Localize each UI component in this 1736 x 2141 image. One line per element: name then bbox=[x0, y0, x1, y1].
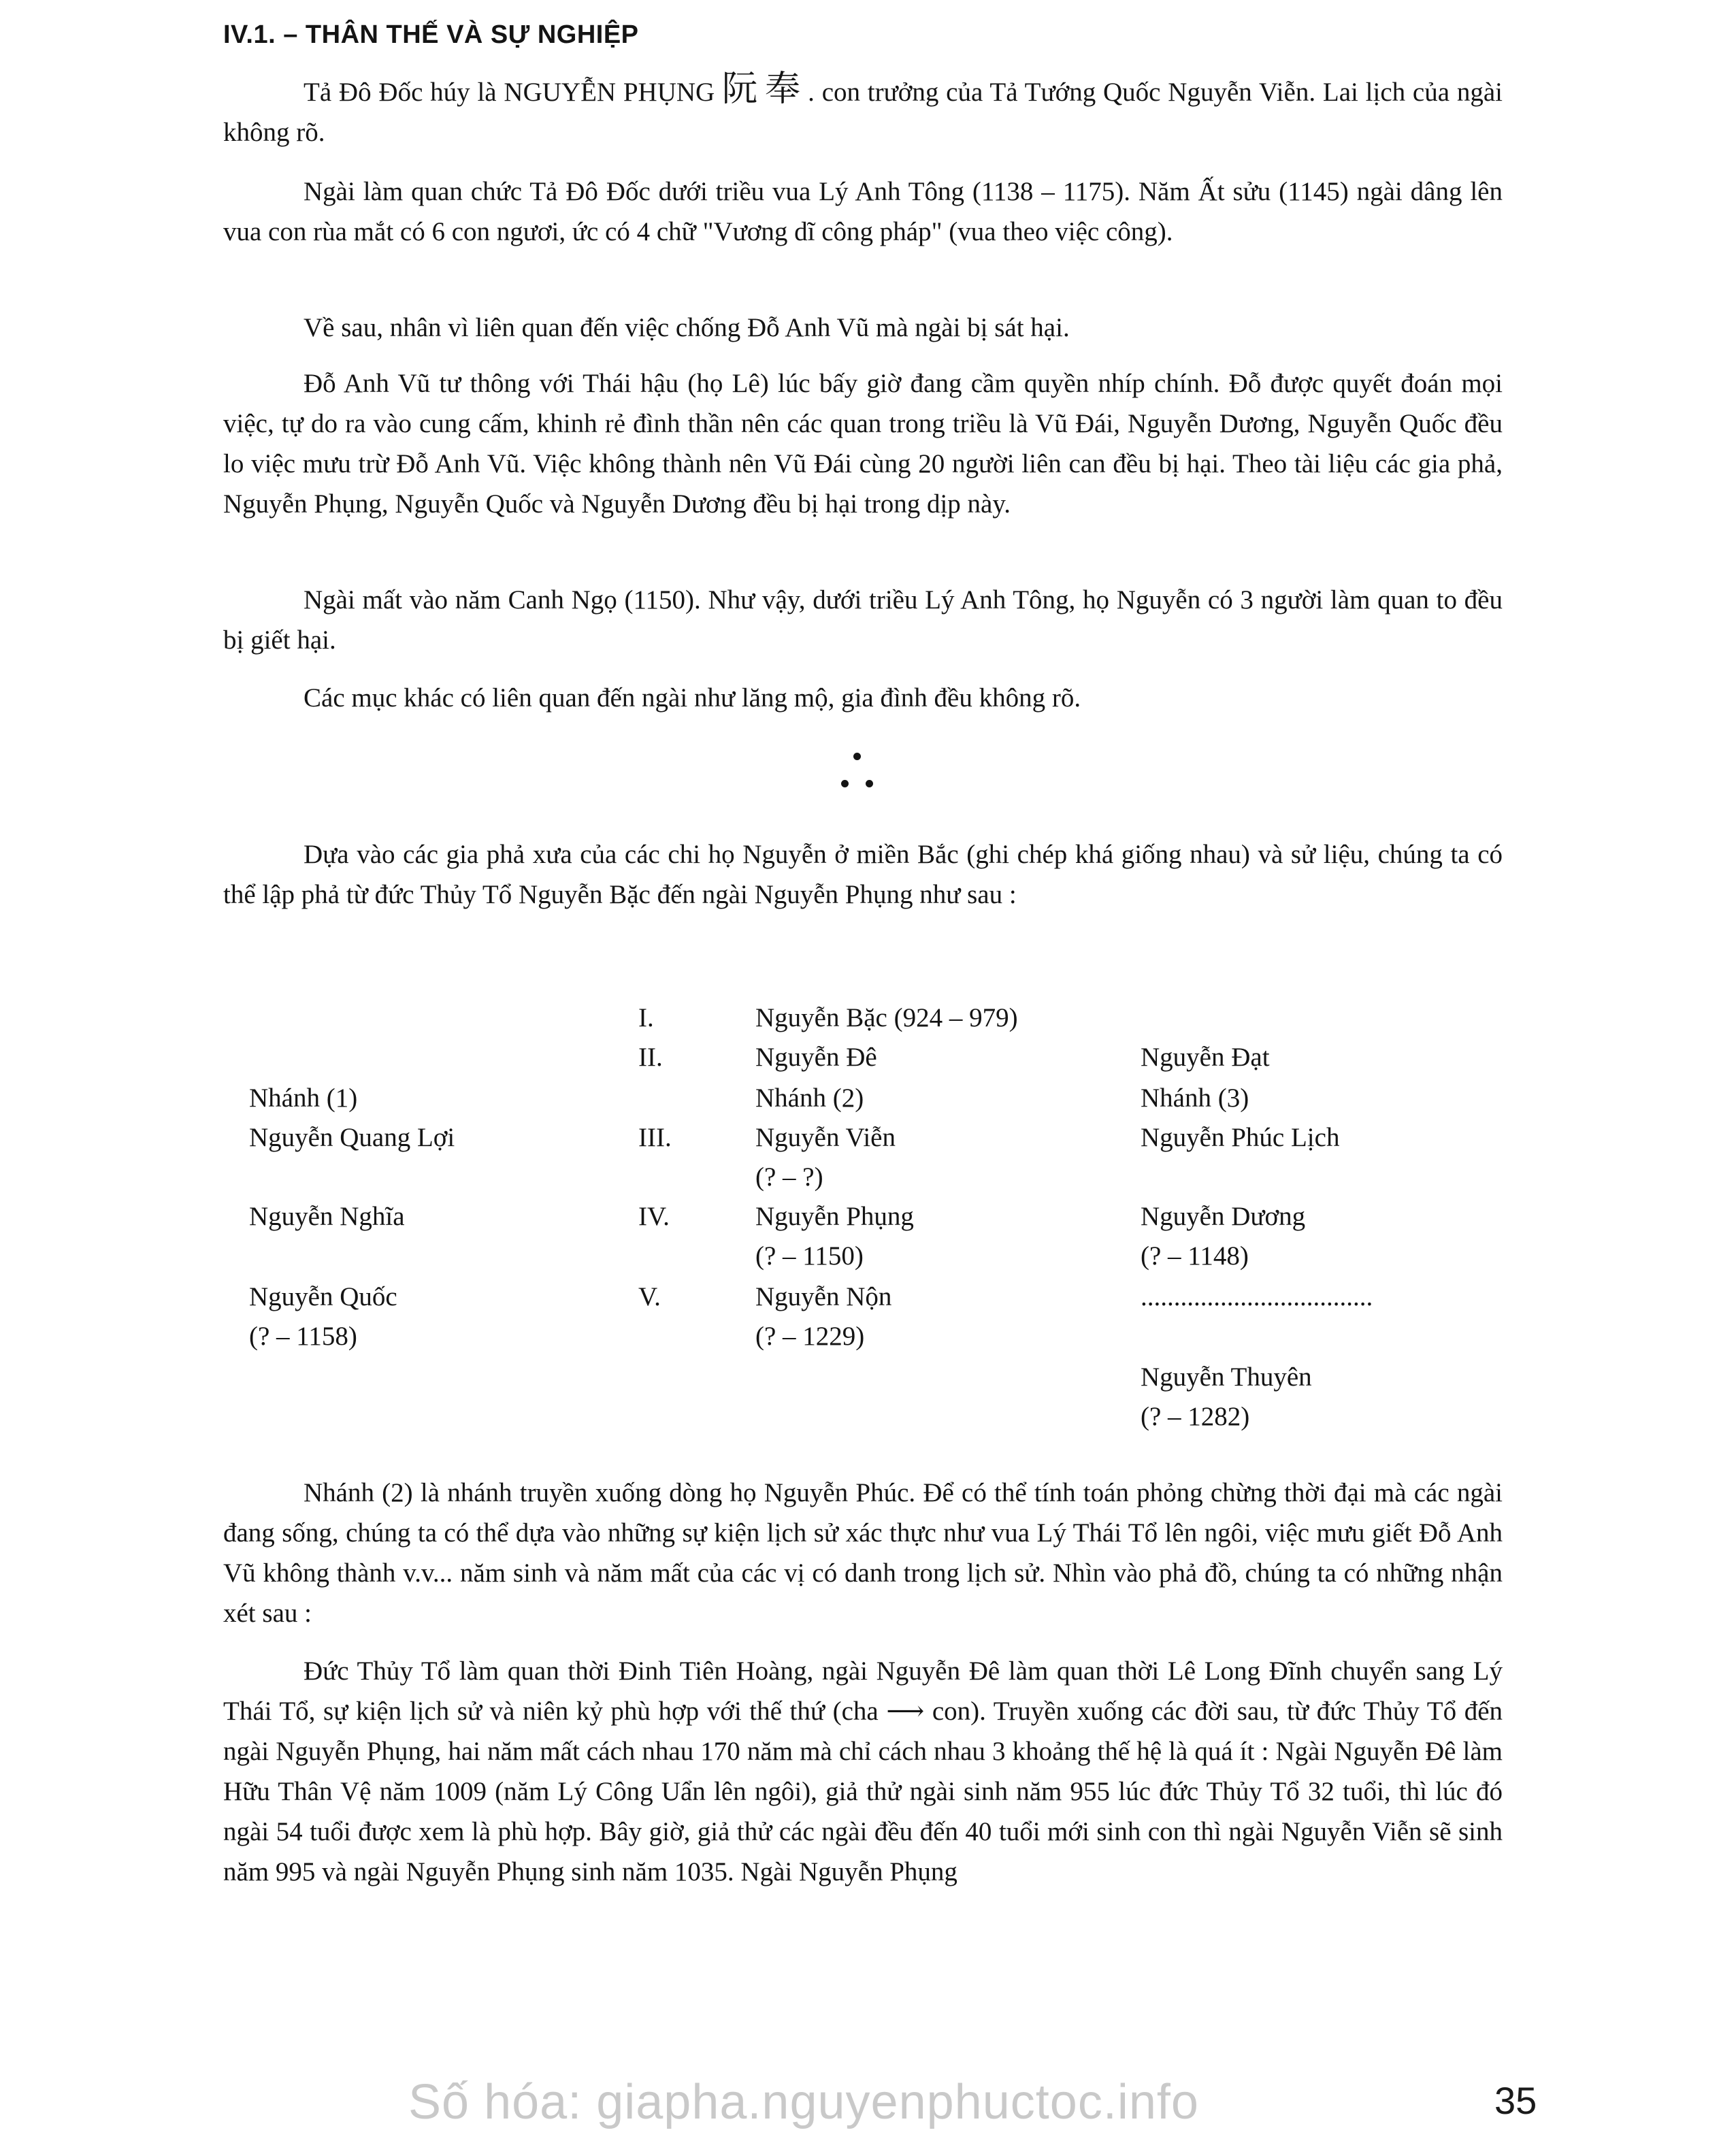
branch-2-gen5: Nguyễn Nộn bbox=[755, 1282, 892, 1311]
branch-1-label: Nhánh (1) bbox=[249, 1083, 358, 1113]
generation-label-5: V. bbox=[638, 1282, 661, 1311]
paragraph-1-lead: Tả Đô Đốc húy là NGUYỄN PHỤNG bbox=[304, 78, 715, 107]
paragraph-5 bbox=[223, 580, 1503, 660]
paragraph-6 bbox=[223, 678, 1503, 718]
paragraph-7 bbox=[223, 834, 1503, 915]
paragraph-8 bbox=[223, 1473, 1503, 1633]
gen2-center-name: Nguyễn Đê bbox=[755, 1043, 877, 1072]
paragraph-1 bbox=[223, 69, 1503, 152]
generation-label-1: I. bbox=[638, 1003, 654, 1032]
branch-3-later-name: Nguyễn Thuyên bbox=[1141, 1362, 1312, 1392]
branch-1-gen5-dates: (? – 1158) bbox=[249, 1322, 357, 1351]
paragraph-3-text: Về sau, nhân vì liên quan đến việc chống Đỗ Anh Vũ mà ngài bị sát hại. bbox=[304, 313, 1070, 342]
root-ancestor: Nguyễn Bặc (924 – 979) bbox=[755, 1003, 1018, 1032]
branch-1-gen5: Nguyễn Quốc bbox=[249, 1282, 397, 1311]
generation-label-2: II. bbox=[638, 1043, 663, 1072]
branch-1-gen3: Nguyễn Quang Lợi bbox=[249, 1123, 455, 1152]
branch-3-gen3: Nguyễn Phúc Lịch bbox=[1141, 1123, 1340, 1152]
branch-2-label: Nhánh (2) bbox=[755, 1083, 864, 1113]
page-number: 35 bbox=[1494, 2079, 1537, 2122]
paragraph-1-rest: . con trưởng của Tả Tướng Quốc Nguyễn Viễn. Lai lịch của ngài không rõ. bbox=[223, 78, 1503, 147]
branch-3-later-dates: (? – 1282) bbox=[1141, 1402, 1250, 1431]
paragraph-3 bbox=[223, 308, 1503, 348]
paragraph-4-text: Đỗ Anh Vũ tư thông với Thái hậu (họ Lê) lúc bấy giờ đang cầm quyền nhíp chính. Đỗ được quyết đoán mọi việc, tự do ra vào cung cấm, khinh rẻ đình thần nên các quan trong triều là Vũ Đái, Nguyễn Dương, Nguyễn Quốc đều lo việc mưu trừ Đỗ Anh Vũ. Việc không thành nên Vũ Đái cùng 20 người liên can đều bị hại. Theo tài liệu các gia phả, Nguyễn Phụng, Nguyễn Quốc và Nguyễn Dương đều bị hại trong dịp này. bbox=[223, 369, 1503, 519]
branch-3-label: Nhánh (3) bbox=[1141, 1083, 1249, 1113]
branch-2-gen4: Nguyễn Phụng bbox=[755, 1202, 914, 1231]
branch-3-gen4-dates: (? – 1148) bbox=[1141, 1241, 1249, 1271]
branch-1-gen4: Nguyễn Nghĩa bbox=[249, 1202, 405, 1231]
branch-2-gen3-dates: (? – ?) bbox=[755, 1162, 823, 1192]
paragraph-2-text: Ngài làm quan chức Tả Đô Đốc dưới triều vua Lý Anh Tông (1138 – 1175). Năm Ất sửu (1145) ngài dâng lên vua con rùa mắt có 6 con ngươi, ức có 4 chữ "Vương dĩ công pháp" (vua theo việc công). bbox=[223, 177, 1503, 246]
branch-2-gen5-dates: (? – 1229) bbox=[755, 1322, 865, 1351]
paragraph-5-text: Ngài mất vào năm Canh Ngọ (1150). Như vậy, dưới triều Lý Anh Tông, họ Nguyễn có 3 người làm quan to đều bị giết hại. bbox=[223, 585, 1503, 655]
generation-label-3: III. bbox=[638, 1123, 672, 1152]
branch-3-gen5-ellipsis: ................................... bbox=[1141, 1282, 1373, 1311]
paragraph-9 bbox=[223, 1651, 1503, 1892]
generation-label-4: IV. bbox=[638, 1202, 670, 1231]
branch-3-gen4: Nguyễn Dương bbox=[1141, 1202, 1306, 1231]
paragraph-6-text: Các mục khác có liên quan đến ngài như lăng mộ, gia đình đều không rõ. bbox=[304, 683, 1081, 713]
paragraph-8-text: Nhánh (2) là nhánh truyền xuống dòng họ Nguyễn Phúc. Để có thể tính toán phỏng chừng thời đại mà các ngài đang sống, chúng ta có thể dựa vào những sự kiện lịch sử xác thực như vua Lý Thái Tổ lên ngôi, việc mưu giết Đỗ Anh Vũ không thành v.v... năm sinh và năm mất của các vị có danh trong lịch sử. Nhìn vào phả đồ, chúng ta có những nhận xét sau : bbox=[223, 1478, 1503, 1628]
paragraph-4 bbox=[223, 363, 1503, 524]
paragraph-9-text: Đức Thủy Tổ làm quan thời Đinh Tiên Hoàng, ngài Nguyễn Đê làm quan thời Lê Long Đĩnh chuyển sang Lý Thái Tổ, sự kiện lịch sử và niên kỷ phù hợp với thế thứ (cha ⟶ con). Truyền xuống các đời sau, từ đức Thủy Tổ đến ngài Nguyễn Phụng, hai năm mất cách nhau 170 năm mà chỉ cách nhau 3 khoảng thế hệ là quá ít : Ngài Nguyễn Đê làm Hữu Thân Vệ năm 1009 (năm Lý Công Uẩn lên ngôi), giả thử ngài sinh năm 955 lúc đức Thủy Tổ 32 tuổi, thì lúc đó ngài 54 tuổi được xem là phù hợp. Bây giờ, giả thử các ngài đều đến 40 tuổi mới sinh con thì ngài Nguyễn Viễn sẽ sinh năm 995 và ngài Nguyễn Phụng sinh năm 1035. Ngài Nguyễn Phụng bbox=[223, 1656, 1503, 1886]
branch-2-gen4-dates: (? – 1150) bbox=[755, 1241, 864, 1271]
section-divider-asterism bbox=[817, 743, 898, 798]
paragraph-7-text: Dựa vào các gia phả xưa của các chi họ Nguyễn ở miền Bắc (ghi chép khá giống nhau) và sử liệu, chúng ta có thể lập phả từ đức Thủy Tổ Nguyễn Bặc đến ngài Nguyễn Phụng như sau : bbox=[223, 840, 1503, 909]
section-heading: IV.1. – THÂN THẾ VÀ SỰ NGHIỆP bbox=[223, 20, 639, 49]
gen2-right-name: Nguyễn Đạt bbox=[1141, 1043, 1270, 1072]
digitization-watermark: Số hóa: giapha.nguyenphuctoc.info bbox=[408, 2075, 1199, 2129]
chinese-name-characters: 阮奉 bbox=[722, 69, 808, 110]
paragraph-2 bbox=[223, 171, 1503, 252]
branch-2-gen3: Nguyễn Viễn bbox=[755, 1123, 896, 1152]
